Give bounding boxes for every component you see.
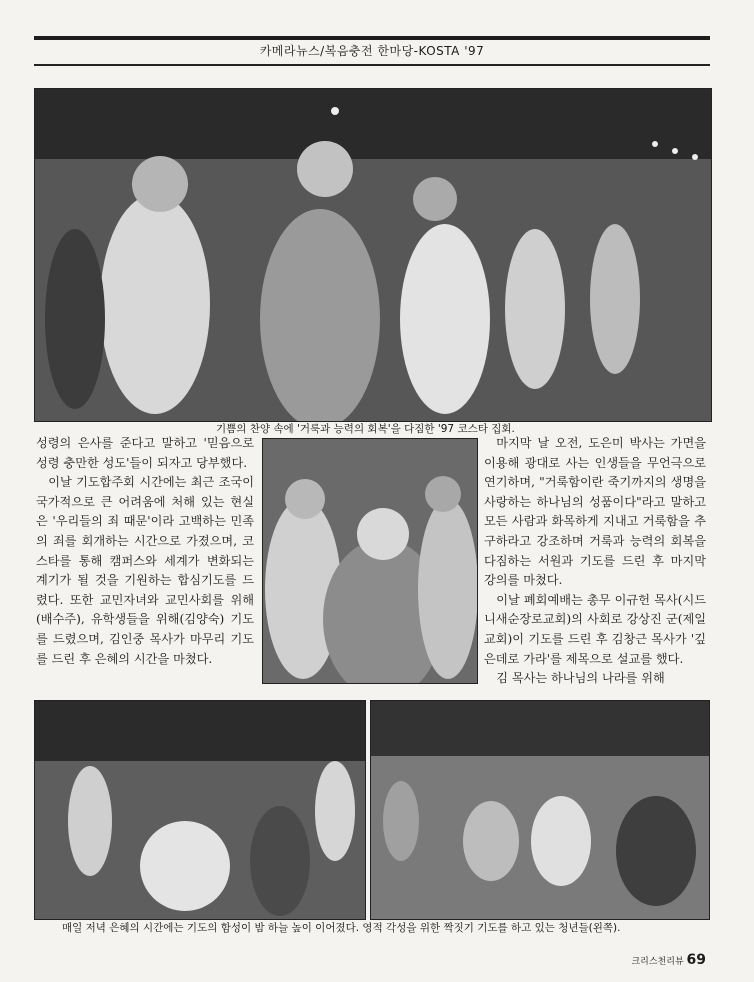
- article-paragraph: 이날 폐회예배는 총무 이규헌 목사(시드니새순장로교회)의 사회로 강상진 군(제일교회)이 기도를 드린 후 김창근 목사가 '깊은데로 가라'를 제목으로 설교를 했다.: [484, 592, 706, 666]
- header-rule: [34, 64, 710, 66]
- worship-photo: [34, 88, 712, 422]
- article-right-column: [484, 434, 706, 689]
- top-rule: [34, 36, 710, 40]
- page-footer: [631, 952, 706, 968]
- kneeling-prayer-photo: [370, 700, 710, 920]
- page-number: 69: [686, 952, 706, 968]
- magazine-name: 크리스천리뷰: [631, 957, 684, 967]
- bottom-photos-caption: 매일 저녁 은혜의 시간에는 기도의 함성이 밤 하늘 높이 이어졌다. 영적 각성을 위한 짝짓기 기도를 하고 있는 청년들(왼쪽).: [62, 922, 621, 934]
- article-paragraph: 이날 기도합주회 시간에는 최근 조국이 국가적으로 큰 어려움에 처해 있는 현실은 '우리들의 죄 때문'이라 고백하는 민족의 죄를 회개하는 시간으로 가졌으며, 코스타를 통해 캠퍼스와 세계가 변화되는 계기가 될 것을 기원하는 합심기도를 드렸다. 또한 교민자녀와 교민사회를 위해(배수주), 유학생들을 위해(김양숙) 기도를 드렸으며, 김인중 목사가 마무리 기도를 드린 후 은혜의 시간을 마쳤다.: [36, 475, 254, 666]
- top-photo-caption: 기쁨의 찬양 속에 '거룩과 능력의 회복'을 다짐한 '97 코스타 집회.: [216, 423, 515, 435]
- section-header: 카메라뉴스/복음충전 한마당-KOSTA '97: [259, 44, 485, 58]
- article-paragraph: 마지막 날 오전, 도은미 박사는 가면을 이용해 광대로 사는 인생들을 무언극으로 연기하며, "거룩함이란 죽기까지의 생명을 사랑하는 하나님의 성품이다"라고 말하고 모든 사람과 화목하게 지내고 거룩함을 추구하라고 강조하며 거룩과 능력의 회복을 다짐하는 서원과 기도를 드린 후 마지막 강의를 마쳤다.: [484, 436, 706, 588]
- article-paragraph: 김 목사는 하나님의 나라를 위해: [496, 671, 665, 686]
- article-left-column: [36, 434, 254, 669]
- praying-woman-photo: [262, 438, 478, 684]
- article-paragraph: 성령의 은사를 준다고 말하고 '믿음으로 성령 충만한 성도'들이 되자고 당부했다.: [36, 436, 254, 470]
- paired-prayer-photo: [34, 700, 366, 920]
